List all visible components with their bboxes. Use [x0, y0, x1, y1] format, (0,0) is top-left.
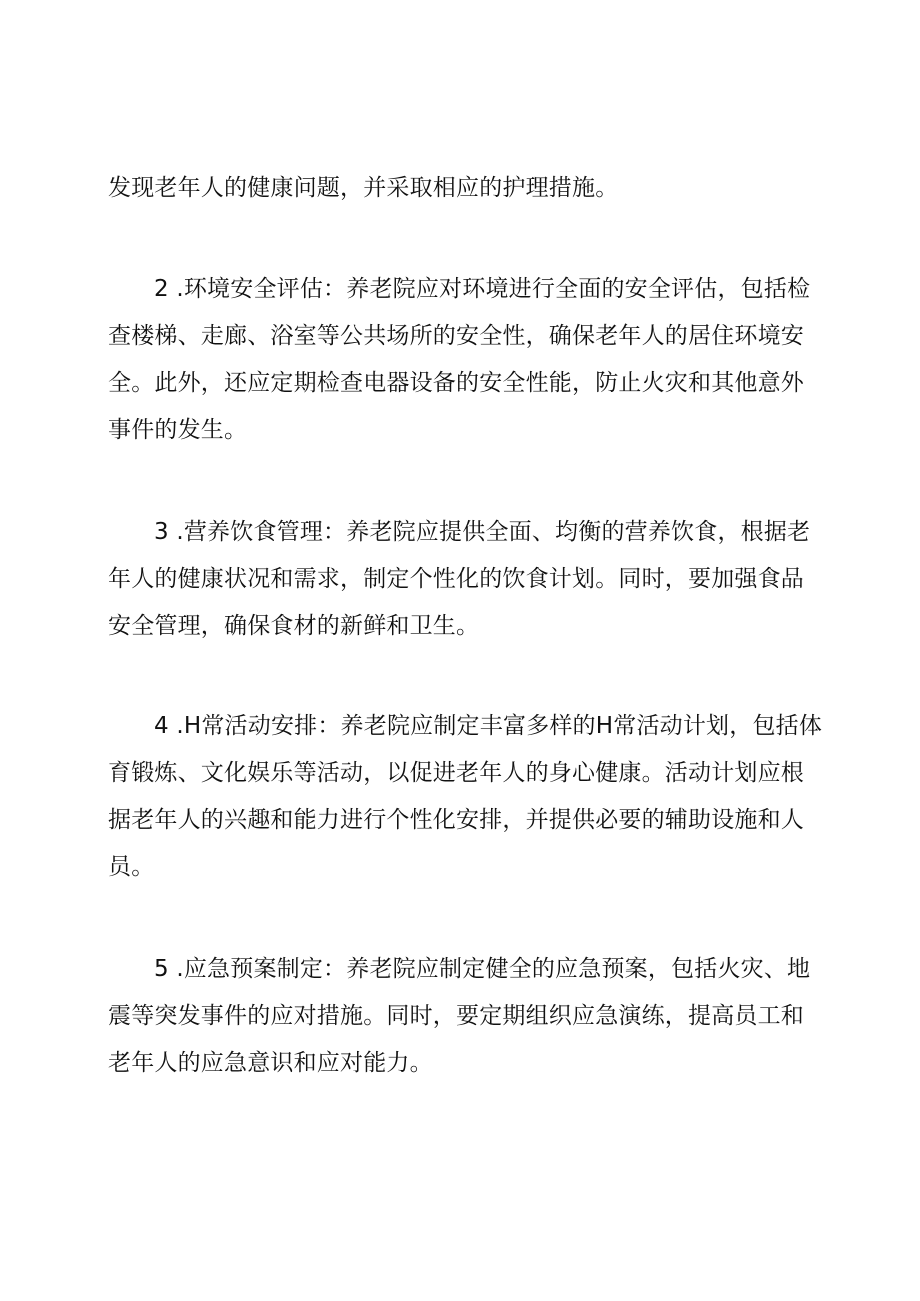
- text-line: 震等突发事件的应对措施。同时，要定期组织应急演练，提高员工和: [108, 1003, 804, 1029]
- paragraph-continuation: [108, 165, 816, 212]
- text-line: 5 .应急预案制定：养老院应制定健全的应急预案，包括火灾、地: [154, 956, 811, 982]
- paragraph-environment-safety: [108, 266, 816, 454]
- text-line: 育锻炼、文化娱乐等活动，以促进老年人的身心健康。活动计划应根: [108, 760, 804, 786]
- paragraph-daily-activities: [108, 703, 823, 891]
- text-line: 2 .环境安全评估：养老院应对环境进行全面的安全评估，包括检: [154, 276, 811, 302]
- text-line: 事件的发生。: [108, 417, 248, 443]
- text-line: 安全管理，确保食材的新鲜和卫生。: [108, 613, 480, 639]
- text-line: 4 .H常活动安排：养老院应制定丰富多样的H常活动计划，包括体: [154, 713, 823, 739]
- text-line: 全。此外，还应定期检查电器设备的安全性能，防止火灾和其他意外: [108, 370, 804, 396]
- text-line: 年人的健康状况和需求，制定个性化的饮食计划。同时，要加强食品: [108, 566, 804, 592]
- text-line: 3 .营养饮食管理：养老院应提供全面、均衡的营养饮食，根据老: [154, 519, 811, 545]
- text-line: 查楼梯、走廊、浴室等公共场所的安全性，确保老年人的居住环境安: [108, 323, 804, 349]
- paragraph-emergency-plan: [108, 946, 816, 1087]
- text-line: 发现老年人的健康问题，并采取相应的护理措施。: [108, 175, 619, 201]
- text-line: 员。: [108, 854, 155, 880]
- text-line: 老年人的应急意识和应对能力。: [108, 1050, 433, 1076]
- paragraph-nutrition: [108, 509, 816, 650]
- text-line: 据老年人的兴趣和能力进行个性化安排，并提供必要的辅助设施和人: [108, 807, 804, 833]
